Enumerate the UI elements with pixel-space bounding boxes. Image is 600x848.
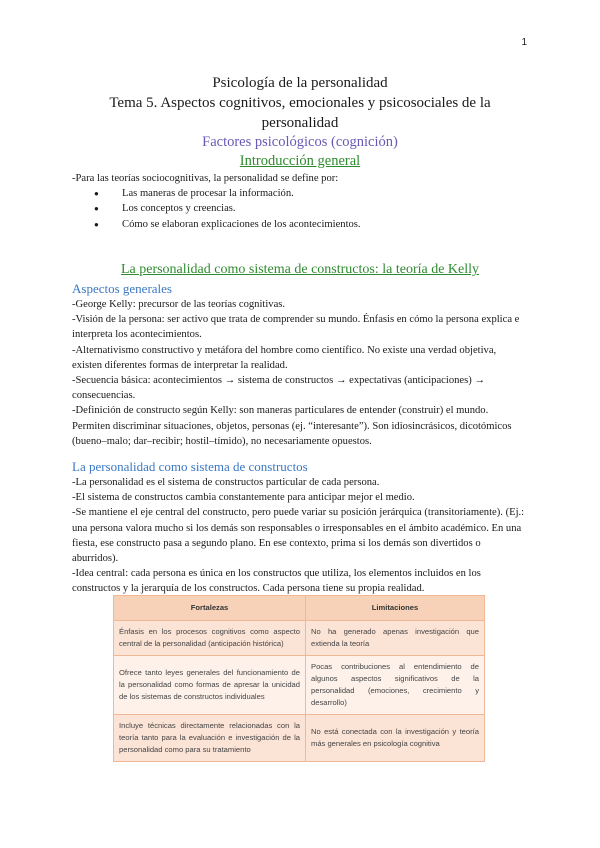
paragraph: -Se mantiene el eje central del constructo, pero puede variar su posición jerárquica (transitoriamente). (Ej.: una persona valora mucho si los demás son responsables o irresponsables en el ámbito académico. En una fiesta, ese constructo pasa a segundo plano. En ese contexto, prima si los demás son divertidos o aburridos). [72, 507, 525, 565]
intro-section [72, 171, 528, 232]
strengths-limitations-table [113, 595, 485, 762]
constructs-section [72, 458, 528, 597]
column-header-limitations: Limitaciones [306, 596, 485, 621]
general-aspects-heading: Aspectos generales [72, 281, 172, 296]
table-cell: Énfasis en los procesos cognitivos como aspecto central de la personalidad (anticipación histórica) [114, 621, 306, 656]
table-cell: No ha generado apenas investigación que extienda la teoría [306, 621, 485, 656]
topic-line-2: personalidad [261, 115, 339, 131]
paragraph: -Visión de la persona: ser activo que trata de comprender su mundo. Énfasis en cómo la persona explica e interpreta los acontecimientos. [72, 314, 520, 341]
factors-heading: Factores psicológicos (cognición) [202, 134, 398, 150]
constructs-heading: La personalidad como sistema de constructos [72, 459, 308, 474]
table-cell: No está conectada con la investigación y teoría más generales en psicología cognitiva [306, 715, 485, 762]
table-cell: Ofrece tanto leyes generales del funcionamiento de la personalidad como formas de apresar la unicidad de los sistemas de constructos individuales [114, 656, 306, 715]
column-header-strengths: Fortalezas [114, 596, 306, 621]
paragraph: -George Kelly: precursor de las teorías cognitivas. [72, 299, 286, 310]
table-header-row [114, 596, 485, 621]
list-item: ● Las maneras de procesar la información. [108, 186, 528, 201]
intro-heading: Introducción general [239, 153, 361, 169]
table-cell: Incluye técnicas directamente relacionadas con la teoría tanto para la evaluación e investigación de la personalidad como para su tratamiento [114, 715, 306, 762]
paragraph: -Secuencia básica: acontecimientos → sistema de constructos → expectativas (anticipaciones) → consecuencias. [72, 375, 486, 402]
paragraph: -El sistema de constructos cambia constantemente para anticipar mejor el medio. [72, 492, 415, 504]
kelly-heading: La personalidad como sistema de constructos: la teoría de Kelly [120, 262, 480, 277]
intro-lead: -Para las teorías sociocognitivas, la personalidad se define por: [72, 173, 339, 184]
paragraph: -Alternativismo constructivo y metáfora del hombre como científico. No existe una verdad objetiva, existen diferentes formas de interpretar la realidad. [72, 344, 497, 371]
intro-bullet-list [72, 186, 528, 232]
list-item: ● Cómo se elaboran explicaciones de los acontecimientos. [108, 217, 528, 232]
paragraph: -Definición de constructo según Kelly: son maneras particulares de entender (construir) el mundo. Permiten discriminar situaciones, objetos, personas (ej. “interesante”). Son idiosincrásicos, dicotómicos (bueno–malo; dar–recibir; hostil–tímido), no necesariamente opuestos. [72, 405, 512, 447]
page-title: Psicología de la personalidad [212, 75, 388, 91]
table-cell: Pocas contribuciones al entendimiento de algunos aspectos significativos de la personalidad (emociones, crecimiento y desarrollo) [306, 656, 485, 715]
paragraph: -Idea central: cada persona es única en los constructos que utiliza, los elementos incluidos en los constructos y la jerarquía de los constructos. Cada persona tiene su propia realidad. [72, 568, 481, 595]
table-row [114, 715, 485, 762]
table-row [114, 621, 485, 656]
page-number: 1 [521, 37, 527, 48]
topic-line-1: Tema 5. Aspectos cognitivos, emocionales y psicosociales de la [109, 95, 491, 111]
paragraph: -La personalidad es el sistema de constructos particular de cada persona. [72, 477, 380, 488]
page-header [72, 73, 528, 170]
list-item: ● Los conceptos y creencias. [108, 201, 528, 216]
kelly-section [72, 280, 528, 449]
table-row [114, 656, 485, 715]
